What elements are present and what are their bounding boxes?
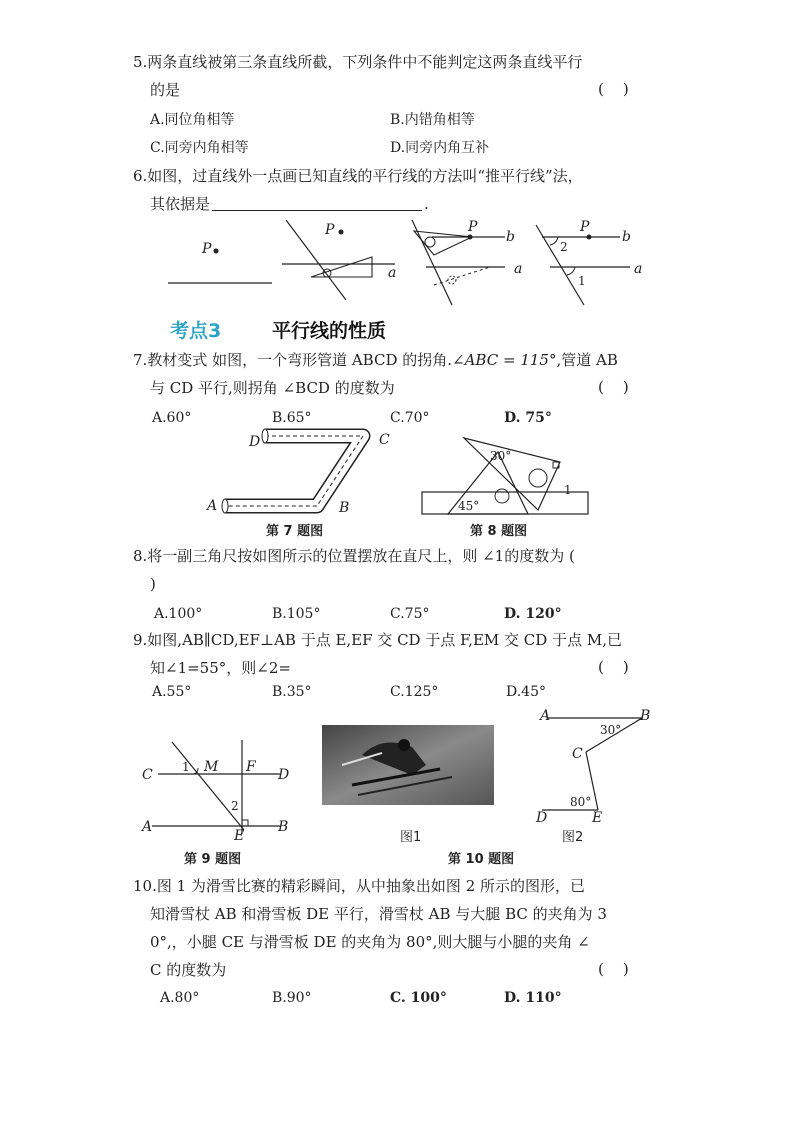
q10-stem-line2: 知滑雪杖 AB 和滑雪板 DE 平行，滑雪杖 AB 与大腿 BC 的夹角为 3 [150, 905, 607, 923]
q7-stem-text: 7.教材变式 如图，一个弯形管道 ABCD 的拐角. [133, 351, 453, 369]
q6-label-p-1: P [202, 241, 212, 257]
q8-option-a: A.100° [154, 606, 203, 622]
q6-answer-blank[interactable] [212, 196, 422, 211]
q10-label-a: A [540, 708, 551, 724]
q10-stem-line1: 10.图 1 为滑雪比赛的精彩瞬间，从中抽象出如图 2 所示的图形，已 [133, 877, 586, 895]
q6-label-b-3: b [506, 229, 515, 245]
q6-label-a-3: a [514, 261, 523, 277]
q7-option-d: D. 75° [504, 410, 552, 426]
q5-answer-paren: ( ) [598, 80, 629, 98]
q9-option-c: C.125° [390, 684, 439, 700]
q8-label-45: 45° [458, 499, 480, 513]
q5-option-d: D.同旁内角互补 [390, 140, 490, 156]
q6-point-p-1 [214, 249, 219, 254]
q6-stem-prefix: 其依据是 [150, 195, 211, 213]
q8-caption: 第 8 题图 [470, 524, 528, 539]
q8-option-d: D. 120° [504, 606, 562, 622]
q10-label-80: 80° [570, 795, 592, 809]
q8-stem-line2: ) [150, 575, 156, 593]
q10-label-30: 30° [600, 723, 622, 737]
q7-caption: 第 7 题图 [266, 524, 324, 539]
q6-label-b-4: b [622, 229, 631, 245]
q7-formula: ∠ABC = 115° [452, 351, 557, 369]
q9-label-e: E [234, 828, 245, 844]
q9-label-c: C [142, 767, 153, 783]
q9-option-a: A.55° [152, 684, 192, 700]
q9-caption: 第 9 题图 [184, 852, 242, 867]
q10-stem-line4: C 的度数为 [150, 961, 227, 979]
q8-triangles-figure [420, 432, 590, 518]
q9-answer-paren: ( ) [598, 658, 629, 676]
q5-stem-line2: 的是 [150, 81, 181, 99]
q7-option-a: A.60° [152, 410, 192, 426]
q10-fig1-label: 图1 [400, 830, 422, 845]
q10-fig2 [536, 706, 656, 826]
q10-answer-paren: ( ) [598, 960, 629, 978]
q9-label-d: D [278, 767, 290, 783]
q9-stem-line1: 9.如图,AB∥CD,EF⊥AB 于点 E,EF 交 CD 于点 F,EM 交 CD 于点 M,已 [133, 631, 622, 649]
q5-option-b: B.内错角相等 [390, 112, 475, 128]
q6-label-1: 1 [578, 274, 586, 288]
section-number: 考点3 [170, 320, 222, 342]
q7-label-d: D [249, 434, 261, 450]
q9-label-1: 1 [182, 760, 190, 774]
q5-stem-line1: 5.两条直线被第三条直线所截，下列条件中不能判定这两条直线平行 [133, 53, 583, 71]
q10-stem-line3: 0°,，小腿 CE 与滑雪板 DE 的夹角为 80°,则大腿与小腿的夹角 ∠ [150, 933, 590, 951]
q7-option-b: B.65° [272, 410, 312, 426]
q9-figure [140, 738, 300, 844]
q7-stem-line2: 与 CD 平行,则拐角 ∠BCD 的度数为 [150, 379, 395, 397]
q10-option-a: A.80° [160, 990, 200, 1006]
q6-stem-suffix: . [424, 195, 429, 213]
q10-option-d: D. 110° [504, 990, 562, 1006]
q6-stem-line1: 6.如图，过直线外一点画已知直线的平行线的方法叫“推平行线”法， [133, 167, 583, 185]
q5-option-a: A.同位角相等 [150, 112, 235, 128]
q8-label-1: 1 [564, 483, 572, 497]
q8-option-b: B.105° [272, 606, 321, 622]
section-title: 平行线的性质 [272, 320, 387, 342]
q7-label-b: B [339, 500, 350, 516]
q7-label-a: A [207, 498, 218, 514]
q10-label-d: D [536, 810, 548, 826]
q6-label-p-3: P [468, 219, 478, 235]
q6-label-p-4: P [580, 219, 590, 235]
q7-label-c: C [379, 432, 390, 448]
q8-option-c: C.75° [390, 606, 430, 622]
q7-answer-paren: ( ) [598, 378, 629, 396]
q9-label-2: 2 [231, 799, 239, 813]
q6-label-a-2: a [388, 265, 397, 281]
q10-option-c: C. 100° [390, 990, 447, 1006]
q8-label-30: 30° [490, 449, 512, 463]
q10-label-c: C [572, 746, 583, 762]
q9-label-f: F [246, 759, 256, 775]
q9-label-m: M [204, 759, 219, 775]
q6-stem-line2 [150, 194, 429, 214]
q7-stem-post: ,管道 AB [556, 351, 618, 369]
q7-option-c: C.70° [390, 410, 430, 426]
q7-stem-line1 [133, 350, 618, 370]
q5-option-c: C.同旁内角相等 [150, 140, 249, 156]
q10-label-e: E [592, 810, 603, 826]
q10-skier-photo [322, 725, 494, 805]
q6-figure [150, 215, 660, 310]
q7-pipe-figure [205, 428, 395, 518]
q9-option-b: B.35° [272, 684, 312, 700]
q9-option-d: D.45° [506, 684, 546, 700]
q9-label-a: A [142, 819, 153, 835]
q9-stem-line2: 知∠1=55°，则∠2= [150, 659, 291, 677]
q10-fig2-label: 图2 [562, 830, 584, 845]
q10-caption: 第 10 题图 [448, 852, 515, 867]
q10-label-b: B [640, 708, 651, 724]
q8-stem-line1: 8.将一副三角尺按如图所示的位置摆放在直尺上，则 ∠1的度数为 ( [133, 547, 575, 565]
q9-label-b: B [278, 819, 289, 835]
q6-label-a-4: a [634, 261, 643, 277]
q6-label-2: 2 [560, 240, 568, 254]
q6-label-p-2: P [325, 222, 335, 238]
q10-option-b: B.90° [272, 990, 312, 1006]
